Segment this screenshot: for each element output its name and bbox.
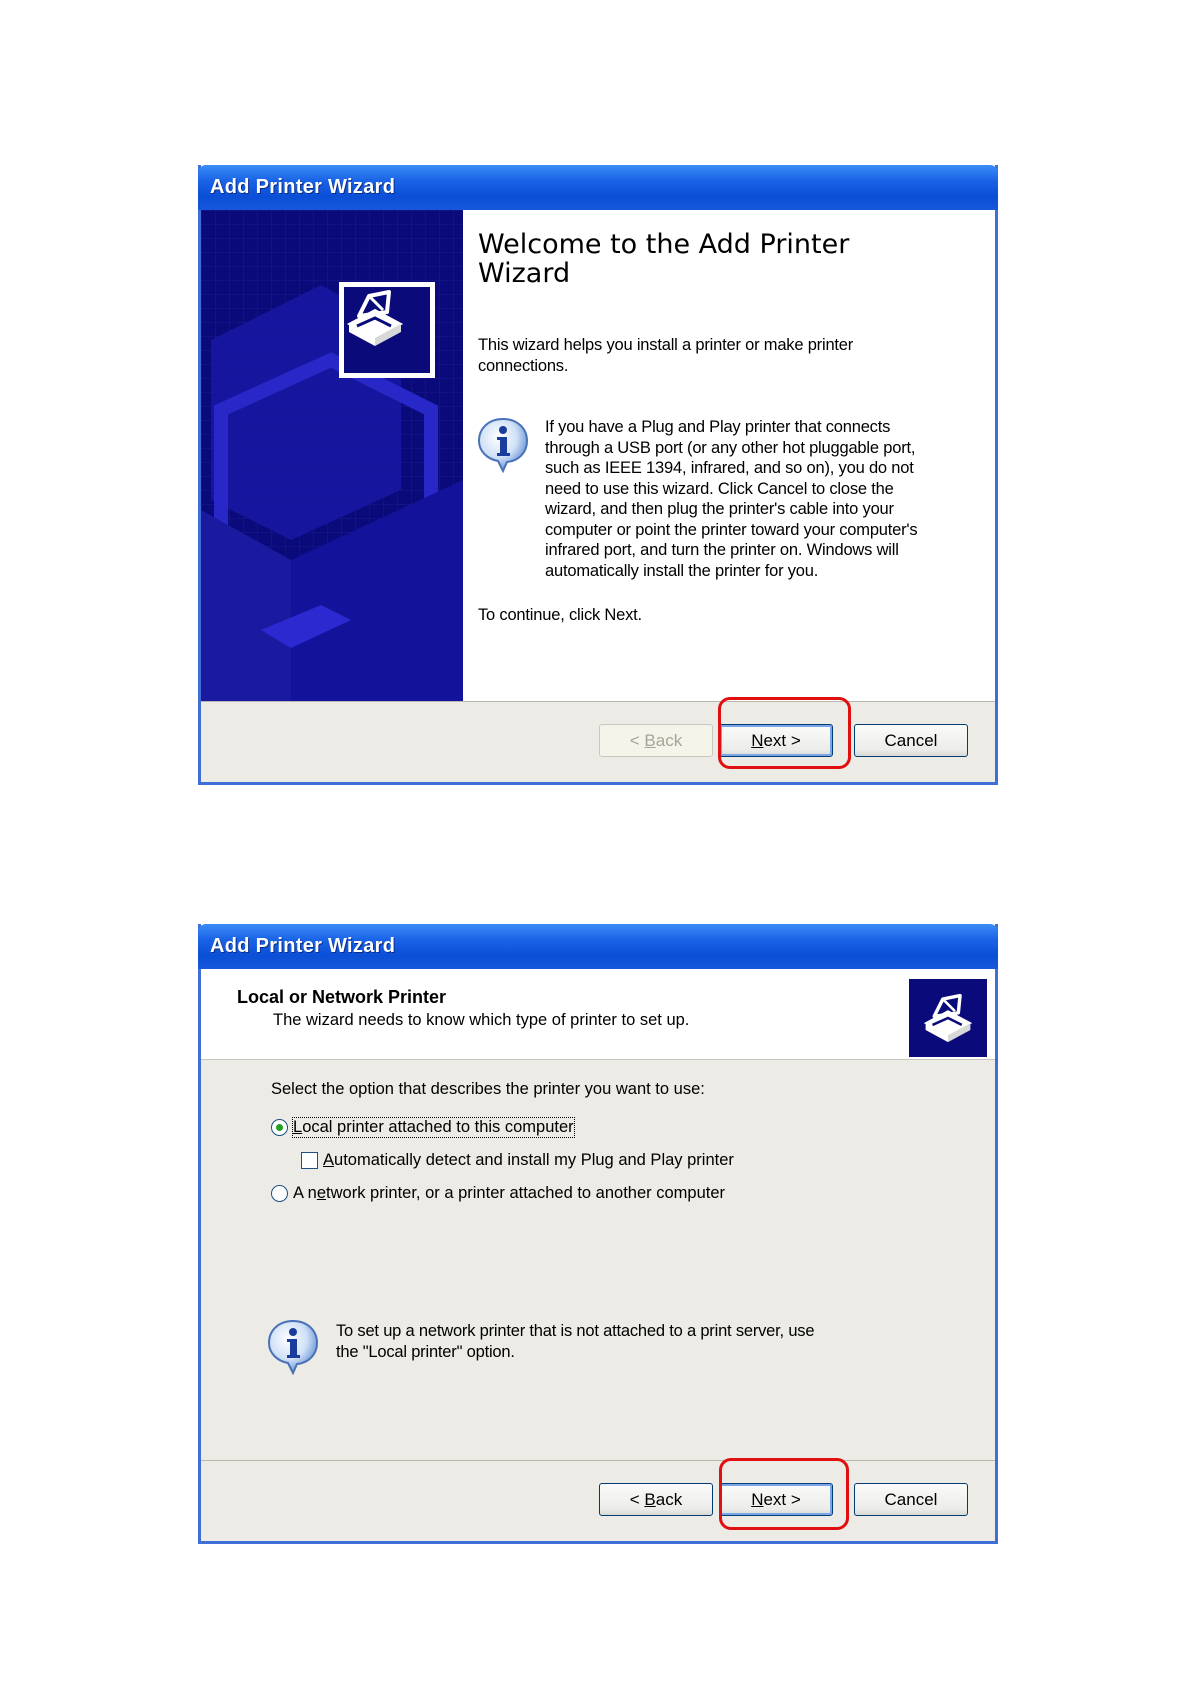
info-text: If you have a Plug and Play printer that connects through a USB port (or any other hot pluggable port, such as IEEE 1394, infrared, and so on), you do not need to use this wizard. Click Cancel to close the wizard, and then plug the printer's cable into your computer or point the printer toward your computer's infrared port, and turn the printer on. Windows will automatically install the printer for you. [545,418,918,580]
back-button[interactable]: < Back [599,1483,713,1516]
wizard-header [201,969,995,1060]
wizard-banner [201,210,463,705]
intro-text: This wizard helps you install a printer or make printer connections. [478,336,854,375]
wizard-window-printer-type [198,924,998,1544]
back-button[interactable]: < Back [599,724,713,757]
window-title: Add Printer Wizard [210,935,396,957]
next-button[interactable]: Next > [719,1483,833,1516]
info-icon [477,417,529,473]
option-network-label: A network printer, or a printer attached to another computer [293,1184,726,1202]
printer-icon-frame [339,282,435,378]
info-text: To set up a network printer that is not attached to a print server, use the "Local printer" option. [336,1322,815,1361]
option-network-printer[interactable] [271,1184,725,1203]
option-local-label: Local printer attached to this computer [293,1118,574,1136]
option-auto-label: Automatically detect and install my Plug and Play printer [323,1151,734,1169]
next-button[interactable]: Next > [719,724,833,757]
radio-local-printer[interactable] [271,1119,288,1136]
wizard-body [201,1060,995,1461]
checkbox-auto-detect[interactable] [301,1152,318,1169]
option-auto-detect[interactable] [301,1151,734,1170]
printer-icon [339,282,411,354]
highlight-next-annotation [718,697,851,769]
title-bar[interactable] [198,165,998,210]
page-subtitle: The wizard needs to know which type of printer to set up. [273,1011,690,1029]
highlight-next-annotation [719,1458,849,1530]
wizard-content [463,210,995,705]
page-title: Welcome to the Add Printer Wizard [478,229,850,289]
option-local-printer[interactable] [271,1118,574,1137]
button-bar [201,1460,995,1541]
printer-icon [917,987,979,1049]
printer-icon-tile [909,979,987,1057]
prompt-text: Select the option that describes the printer you want to use: [271,1080,705,1098]
page-title: Local or Network Printer [237,987,447,1007]
radio-network-printer[interactable] [271,1185,288,1202]
continue-text: To continue, click Next. [478,606,642,624]
window-title: Add Printer Wizard [210,176,396,198]
info-icon [267,1319,319,1375]
button-bar [201,701,995,782]
cancel-button[interactable]: Cancel [854,724,968,757]
title-bar[interactable] [198,924,998,969]
cancel-button[interactable]: Cancel [854,1483,968,1516]
wizard-window-welcome [198,165,998,785]
